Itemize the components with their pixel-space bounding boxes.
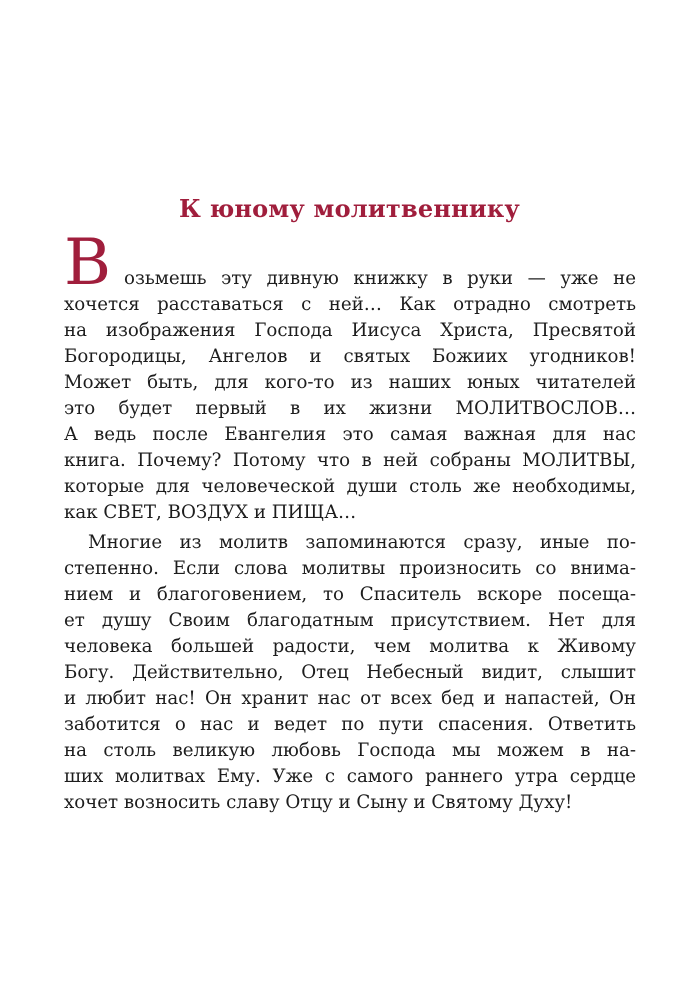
paragraph-2-line: нием и благоговением, то Спаситель вскоре посеща- xyxy=(64,584,636,605)
paragraph-2-line: ет душу Своим благодатным присутствием. Нет для xyxy=(64,610,636,631)
paragraph-1-line: А ведь после Евангелия это самая важная для нас xyxy=(64,424,636,445)
paragraph-1-line: как СВЕТ, ВОЗДУХ и ПИЩА… xyxy=(64,502,357,523)
paragraph-1-line: Богородицы, Ангелов и святых Божиих угодников! xyxy=(64,346,636,367)
paragraph-2-line: Многие из молитв запоминаются сразу, иные по- xyxy=(88,532,636,553)
paragraph-2-line: Богу. Действительно, Отец Небесный видит, слышит xyxy=(64,662,636,683)
paragraph-2-line: и любит нас! Он хранит нас от всех бед и напастей, Он xyxy=(64,688,636,709)
page-title: К юному молитвеннику xyxy=(179,194,520,223)
paragraph-1-line: книга. Почему? Потому что в ней собраны МОЛИТВЫ, xyxy=(64,450,636,471)
paragraph-2-line: степенно. Если слова молитвы произносить со внима- xyxy=(64,558,636,579)
paragraph-2-line: ших молитвах Ему. Уже с самого раннего утра сердце xyxy=(64,766,636,787)
paragraph-1-line: Может быть, для кого-то из наших юных читателей xyxy=(64,372,636,393)
paragraph-2-line: хочет возносить славу Отцу и Сыну и Святому Духу! xyxy=(64,792,573,813)
paragraph-1-line: которые для человеческой души столь же необходимы, xyxy=(64,476,636,497)
paragraph-1-line: на изображения Господа Иисуса Христа, Пресвятой xyxy=(64,320,636,341)
paragraph-1-line: озьмешь эту дивную книжку в руки — уже не xyxy=(124,268,636,289)
paragraph-2-line: заботится о нас и ведет по пути спасения. Ответить xyxy=(64,714,636,735)
paragraph-2-line: человека большей радости, чем молитва к Живому xyxy=(64,636,636,657)
paragraph-1-line: это будет первый в их жизни МОЛИТВОСЛОВ… xyxy=(64,398,636,419)
paragraph-1-line: хочется расставаться с ней… Как отрадно смотреть xyxy=(64,294,636,315)
drop-cap: В xyxy=(64,226,112,300)
paragraph-2-line: на столь великую любовь Господа мы можем в на- xyxy=(64,740,636,761)
